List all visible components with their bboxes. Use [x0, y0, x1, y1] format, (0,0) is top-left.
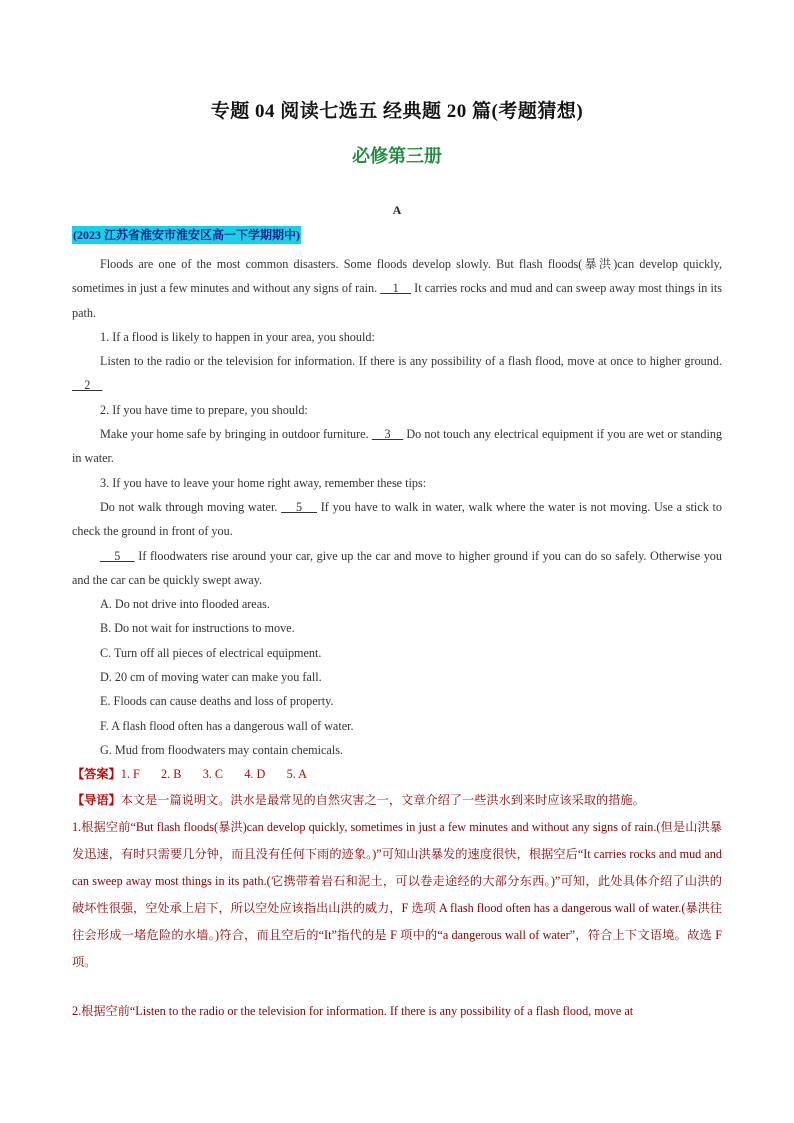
page-title: 专题 04 阅读七选五 经典题 20 篇(考题猜想) [210, 101, 584, 122]
spacer [72, 976, 722, 998]
analysis-intro: 【导语】本文是一篇说明文。洪水是最常见的自然灾害之一，文章介绍了一些洪水到来时应该采取的措施。 [72, 792, 645, 807]
source-label: (2023 江苏省淮安市淮安区高一下学期期中) [73, 228, 300, 242]
passage-letter: A [392, 203, 402, 217]
blank-3: 3 [371, 427, 404, 442]
paragraph-1: Floods are one of the most common disasters. Some floods develop slowly. But flash floods(暴洪)can develop quickly, sometimes in just a few minutes and without any signs of rain. 1 It carries rocks and mud and can sweep away most things in its path. [72, 257, 723, 320]
analysis-q1: 1.根据空前“But flash floods(暴洪)can develop quickly, sometimes in just a few minutes and without any signs of rain.(但是山洪暴发迅速，有时只需要几分钟，而且没有任何下雨的迹象。)”可知山洪暴发的速度很快，根据空后“It carries rocks and mud and can sweep away most things in its path.(它携带着岩石和泥土，可以卷走途经的大部分东西。)”可知，此处具体介绍了山洪的破坏性很强，空处承上启下，所以空处应该指出山洪的威力，F 选项 A flash flood often has a dangerous wall of water.(暴洪往往会形成一堵危险的水墙。)符合，而且空后的“It”指代的是 F 项中的“a dangerous wall of water”，符合上下文语境。故选 F 项。 [72, 819, 722, 969]
paragraph-5: 5 If floodwaters rise around your car, give up the car and move to higher ground if you can do so safely. Otherwise you and the car can be quickly swept away. [72, 548, 722, 587]
blank-2: 2 [72, 378, 103, 393]
blank-4: 5 [281, 499, 318, 514]
blank-5: 5 [100, 548, 135, 563]
paragraph-3: Make your home safe by bringing in outdoor furniture. 3 Do not touch any electrical equipment if you are wet or standing in water. [72, 427, 723, 466]
option-b: B. Do not wait for instructions to move. [100, 621, 295, 636]
paragraph-2: Listen to the radio or the television for information. If there is any possibility of a flash flood, move at once to higher ground. 2 [72, 354, 722, 393]
option-f: F. A flash flood often has a dangerous wall of water. [100, 718, 354, 733]
passage-body [72, 252, 722, 1025]
answer-text: 1. F 2. B 3. C 4. D 5. A [120, 767, 307, 782]
option-g: G. Mud from floodwaters may contain chemicals. [100, 742, 344, 757]
option-e: E. Floods can cause deaths and loss of property. [100, 694, 334, 709]
option-c: C. Turn off all pieces of electrical equipment. [100, 645, 322, 660]
analysis-q2: 2.根据空前“Listen to the radio or the television for information. If there is any possibility of a flash flood, move at [72, 1003, 634, 1018]
option-a: A. Do not drive into flooded areas. [100, 597, 270, 612]
page-subtitle: 必修第三册 [352, 146, 442, 166]
answer-tag: 【答案】 [72, 767, 121, 782]
heading-3: 3. If you have to leave your home right away, remember these tips: [100, 475, 427, 490]
heading-2: 2. If you have time to prepare, you should: [100, 402, 308, 417]
analysis-tag: 【导语】 [72, 792, 121, 807]
answer-line [72, 762, 722, 786]
option-d: D. 20 cm of moving water can make you fall. [100, 670, 322, 685]
blank-1: 1 [380, 281, 412, 296]
paragraph-4: Do not walk through moving water. 5 If you have to walk in water, walk where the water is not moving. Use a stick to check the ground in front of you. [72, 499, 723, 539]
heading-1: 1. If a flood is likely to happen in your area, you should: [100, 329, 375, 344]
